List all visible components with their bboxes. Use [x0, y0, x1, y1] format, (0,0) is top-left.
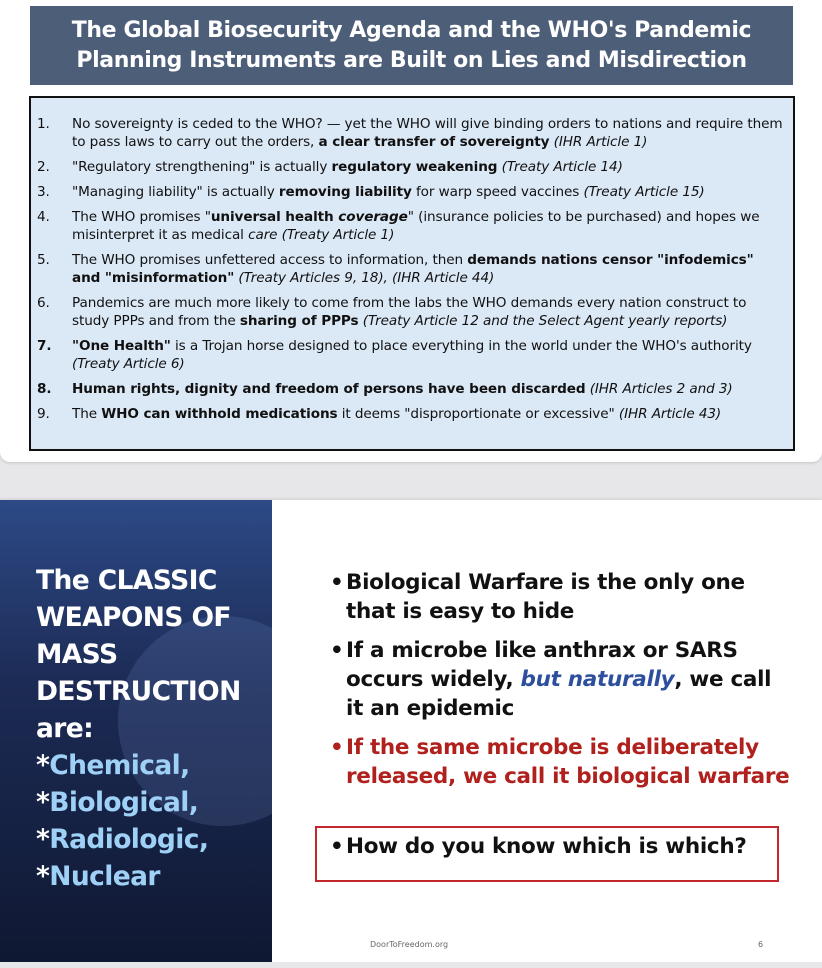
- bullet-dot: •: [330, 570, 344, 595]
- list-text: "One Health": [72, 338, 171, 354]
- left-panel: [0, 500, 272, 962]
- wmd-heading: [36, 562, 272, 895]
- list-number: 2.: [37, 159, 50, 175]
- heading-line: MASS: [36, 639, 118, 670]
- list-text: regulatory weakening: [331, 159, 498, 175]
- slide-footer: DoorToFreedom.org: [370, 940, 449, 949]
- list-text: "Regulatory strengthening" is actually: [72, 159, 332, 175]
- list-item: [31, 294, 793, 330]
- heading-line: DESTRUCTION: [36, 676, 241, 707]
- list-text: " (insurance policies to be purchased) and hopes we misinterpret it as medical: [72, 209, 760, 243]
- asterisk: *: [36, 787, 50, 818]
- list-text: care (Treaty Article 1): [248, 227, 395, 243]
- list-text: The: [72, 406, 102, 422]
- list-text: (Treaty Article 15): [583, 184, 705, 200]
- list-text: (IHR Articles 2 and 3): [585, 381, 733, 397]
- bullet-dot: •: [330, 834, 344, 859]
- list-text: universal health: [210, 209, 339, 225]
- bullet-dot: •: [330, 638, 344, 663]
- wmd-item-nuclear: [36, 858, 272, 895]
- slide-title-banner: [30, 6, 793, 85]
- list-number: 1.: [37, 116, 50, 132]
- list-item: [31, 208, 793, 244]
- list-item: [31, 380, 793, 398]
- list-number: 9.: [37, 406, 50, 422]
- wmd-item-radiologic: [36, 821, 272, 858]
- list-number: 8.: [37, 381, 52, 397]
- bullet-dot: •: [330, 735, 344, 760]
- list-text: is a Trojan horse designed to place everything in the world under the WHO's authority: [170, 338, 752, 354]
- slide-2: [0, 500, 822, 968]
- bullet-text: Biological Warfare is the only one that is easy to hide: [346, 570, 745, 624]
- list-text: Human rights, dignity and freedom of persons have been discarded: [72, 381, 586, 397]
- asterisk: *: [36, 861, 50, 892]
- slide-1: [0, 0, 822, 462]
- list-text: it deems "disproportionate or excessive": [337, 406, 619, 422]
- bullet-text: , we call it an epidemic: [346, 667, 772, 721]
- list-text: Pandemics are much more likely to come from the labs the WHO demands every nation construct to study PPPs and from the: [72, 295, 747, 329]
- list-text: a clear transfer of sovereignty: [318, 134, 550, 150]
- bullet-biological-warfare: [330, 733, 790, 791]
- bullet-epidemic: [330, 636, 790, 723]
- bottom-gap: [0, 962, 822, 968]
- page-number: 6: [758, 940, 764, 949]
- list-text: (Treaty Article 6): [72, 356, 185, 372]
- list-text: (Treaty Article 12 and the Select Agent yearly reports): [358, 313, 728, 329]
- wmd-label: Biological,: [49, 787, 199, 818]
- list-item: [31, 405, 793, 423]
- asterisk: *: [36, 750, 50, 781]
- list-text: demands nations censor "infodemics" and "misinformation": [72, 252, 754, 286]
- list-text: for warp speed vaccines: [411, 184, 584, 200]
- list-text: "Managing liability" is actually: [72, 184, 279, 200]
- wmd-label: Nuclear: [49, 861, 160, 892]
- bullet-emphasis: but naturally: [520, 667, 675, 692]
- list-text: WHO can withhold medications: [101, 406, 338, 422]
- bullet-text: If the same microbe is deliberately released, we call it biological warfare: [346, 735, 790, 789]
- list-text: (Treaty Article 14): [497, 159, 623, 175]
- bullet-list: [330, 568, 790, 801]
- list-item: [31, 337, 793, 373]
- list-number: 5.: [37, 252, 50, 268]
- asterisk: *: [36, 824, 50, 855]
- wmd-label: Radiologic,: [49, 824, 209, 855]
- numbered-list: [29, 96, 795, 451]
- heading-line: The CLASSIC: [36, 565, 217, 596]
- slide-title: The Global Biosecurity Agenda and the WHO's Pandemic Planning Instruments are Built on Lies and Misdirection: [71, 17, 752, 73]
- list-text: The WHO promises unfettered access to information, then: [72, 252, 468, 268]
- list-text: sharing of PPPs: [239, 313, 359, 329]
- list-item: [31, 183, 793, 201]
- list-number: 6.: [37, 295, 50, 311]
- bullet-biowarfare-hide: [330, 568, 790, 626]
- bullet-text: If a microbe like anthrax or SARS occurs widely,: [346, 638, 738, 692]
- list-number: 4.: [37, 209, 50, 225]
- wmd-label: Chemical,: [49, 750, 190, 781]
- list-item: [31, 158, 793, 176]
- heading-line: are:: [36, 713, 94, 744]
- list-text: (Treaty Articles 9, 18), (IHR Article 44): [234, 270, 495, 286]
- list-text: removing liability: [278, 184, 412, 200]
- list-text: (IHR Article 1): [549, 134, 648, 150]
- wmd-item-chemical: [36, 747, 272, 784]
- list-number: 3.: [37, 184, 50, 200]
- wmd-item-biological: [36, 784, 272, 821]
- list-text: (IHR Article 43): [618, 406, 722, 422]
- list-text: The WHO promises ": [72, 209, 211, 225]
- list-item: [31, 115, 793, 151]
- bullet-text: How do you know which is which?: [346, 834, 747, 859]
- list-item: [31, 251, 793, 287]
- list-text: coverage: [338, 209, 408, 225]
- bullet-question: [330, 832, 770, 861]
- heading-line: WEAPONS OF: [36, 602, 231, 633]
- list-number: 7.: [37, 338, 52, 354]
- list-text: No sovereignty is ceded to the WHO? — yet the WHO will give binding orders to nations and require them to pass laws to carry out the orders,: [72, 116, 783, 150]
